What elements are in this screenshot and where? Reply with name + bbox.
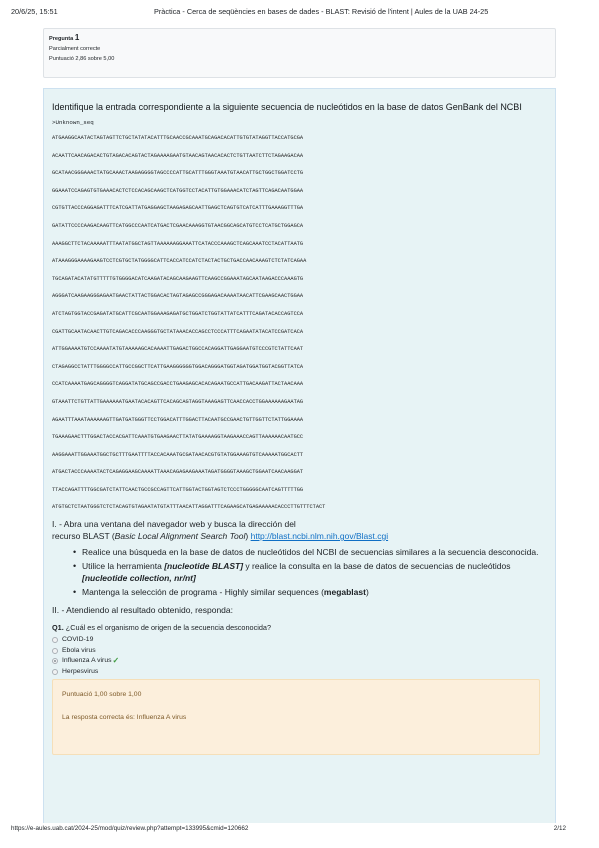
sequence-line: AGGGATCAAGAAGGGAGAATGAACTATTACTGGACACTAGTAGAGCCGGGAGACAAAATAACATTCGAAGCAACTGGAA [52, 293, 304, 300]
print-page-number: 2/12 [553, 825, 566, 832]
section-i-line2 [52, 530, 549, 542]
blast-link[interactable]: http://blast.ncbi.nlm.nih.gov/Blast.cgi [250, 531, 389, 542]
answer-label: Ebola virus [62, 646, 96, 654]
print-header [11, 7, 588, 21]
sequence-line: GATATTCCCCAAGACAAGTTCATGGCCCAATCATGACTCGAACAAAGGTGTAACGGCAGCATGTCCTCATGCTGGAGCA [52, 222, 304, 229]
section-i-line2-suffix: ) [245, 531, 251, 542]
feedback-box [52, 679, 540, 755]
task-tool-name: [nucleotide BLAST] [164, 561, 244, 572]
task-list [73, 546, 549, 598]
answer-radio[interactable] [52, 637, 58, 643]
q1-prompt [52, 622, 549, 634]
answer-label: Herpesvirus [62, 667, 99, 675]
print-datetime: 20/6/25, 15:51 [11, 7, 58, 16]
feedback-right-answer: La resposta correcta és: Influenza A virus [62, 714, 187, 722]
question-label: Pregunta [49, 36, 74, 42]
section-i-instructions [52, 518, 549, 542]
question-grade: Puntuació 2,86 sobre 5,00 [49, 56, 115, 62]
sequence-line: TGAAAGAACTTTGGACTACCACGATTCAAATGTGAAGAACTTATATGAAAAGGTAAGAAACCAGTTAAAAAACAATGCC [52, 434, 304, 441]
answer-options [52, 635, 549, 677]
sequence-line: TTACCAGATTTTGGCGATCTATTCAACTGCCGCCAGTTCATTGGTACTGGTAGTCTCCCTGGGGGCAATCAGTTTTTGG [52, 486, 304, 493]
sequence-line: ATAAAGGGAAAAGAAGTCCTCGTGCTATGGGGCATTCACCATCCATCTACTACTGCTGACCAACAAAGTCTCTATCAGAA [52, 258, 307, 265]
sequence-line: CGATTGCAATACAACTTGTCAGACACCCAAGGGTGCTATAAACACCAGCCTCCCATTTCAGAATATACATCCGATCACA [52, 328, 304, 335]
blast-fullname: Basic Local Alignment Search Tool [114, 531, 246, 542]
task-program-post: ) [365, 587, 369, 598]
task-tool-pre: Utilice la herramienta [82, 561, 165, 572]
task-item-tool [73, 560, 549, 584]
answer-label: Influenza A virus [62, 657, 112, 665]
answer-radio-selected[interactable] [52, 658, 58, 664]
sequence-line: AAGGAAATTGGAAATGGCTGCTTTGAATTTTACCACAAATGCGATAACACGTGTATGGAAAGTGTCAAAAATGGCACTT [52, 451, 304, 458]
q1-number: Q1. [52, 623, 64, 633]
sequence-line: ATTGGAAAATGTCCAAAATATGTAAAAAGCACAAAATTGAGACTGGCCACAGGATTGAGGAATGTCCCGTCTATTCAAT [52, 346, 304, 353]
question-info-box [43, 28, 556, 78]
sequence-header: >Unknown_seq [52, 119, 94, 126]
print-url: https://e-aules.uab.cat/2024-25/mod/quiz/review.php?attempt=133995&cmid=120662 [11, 825, 249, 832]
question-state: Parcialment correcte [49, 46, 101, 52]
answer-radio[interactable] [52, 648, 58, 654]
question-number-value: 1 [74, 33, 80, 42]
feedback-grade: Puntuació 1,00 sobre 1,00 [62, 691, 142, 699]
sequence-line: TGCAGATACATATGTTTTTGTGGGGACATCAAGATACAGCAAGAAGTTCAAGCCGGAAATAGCAATAAGACCCAAAGTG [52, 275, 304, 282]
sequence-line: GCATAACGGGAAACTATGCAAACTAAGAGGGGTAGCCCCATTGCATTTGGGTAAATGTAACATTGCTGGCTGGATCCTG [52, 170, 304, 177]
sequence-line: GTAAATTCTGTTATTGAAAAAATGAATACACAGTTCACAGCAGTAGGTAAAGAGTTCAACCACCTGGAAAAAAGAATAG [52, 398, 304, 405]
correct-check-icon: ✓ [112, 656, 120, 666]
task-tool-mid: y realice la consulta en la base de datos de secuencias de nucleótidos [243, 561, 511, 572]
section-i-line1: I. - Abra una ventana del navegador web y busca la dirección del [52, 519, 296, 530]
sequence-line: AGAATTTAAATAAAAAAGTTGATGATGGGTTCCTGGACATTTGGACTTACAATGCCGAACTGTTGGTTCTATTGGAAAA [52, 416, 304, 423]
answer-radio[interactable] [52, 669, 58, 675]
sequence-line: ATGTGCTCTAATGGGTCTCTACAGTGTAGAATATGTATTTAACATTAGGATTTCAGAAGCATGAGAAAAACACCCTTGTTTCTACT [52, 504, 326, 511]
answer-option [52, 667, 549, 678]
answer-label: COVID-19 [62, 636, 94, 644]
print-footer [11, 825, 588, 837]
sequence-line: AAAGGCTTCTACAAAAATTTAATATGGCTAGTTAAAAAAGGAAATTCATACCCAAAGCTCAGCAAATCCTACATTAATG [52, 240, 304, 247]
sequence-line: GGAAATCCAGAGTGTGAAACACTCTCCACAGCAAGCTCATGGTCCTACATTGTGGAAACATCTAGTTCAGACAATGGAA [52, 187, 304, 194]
section-ii-heading: II. - Atendiendo al resultado obtenido, responda: [52, 605, 233, 616]
sequence-line: ATCTAGTGGTACCGAGATATGCATTCGCAATGGAAAGAGATGCTGGATCTGGTATTATCATTTCAGATACACCAGTCCA [52, 310, 304, 317]
sequence-line: ATGACTACCCAAAATACTCAGAGGAAGCAAAATTAAACAGAGAAGAAATAGATGGGGTAAAGCTGGAATCAACAAGGAT [52, 469, 304, 476]
answer-option [52, 646, 549, 657]
sequence-line: ATGAAGGCAATACTAGTAGTTCTGCTATATACATTTGCAACCGCAAATGCAGACACATTGTGTATAGGTTACCATGCGA [52, 135, 304, 141]
question-content [43, 88, 556, 823]
answer-option-selected [52, 656, 549, 667]
question-number [49, 33, 550, 44]
question-intro: Identifique la entrada correspondiente a la siguiente secuencia de nucleótidos en la base de datos GenBank del NCBI [52, 102, 522, 112]
sequence-line: CGTGTTACCCAGGAGATTTCATCGATTATGAGGAGCTAAGAGAGCAATTGAGCTCAGTGTCATCATTTGAAAGGTTTGA [52, 205, 304, 212]
task-program-pre: Mantenga la selección de programa - Highly similar sequences ( [82, 587, 324, 598]
sequence-line: CTAGAGGCCTATTTGGGGCCATTGCCGGCTTCATTGAAGGGGGGTGGACAGGGATGGTAGATGGATGGTACGGTTATCA [52, 363, 304, 370]
sequence-line: ACAATTCAACAGACACTGTAGACACAGTACTAGAAAAGAATGTAACAGTAACACACTCTGTTAATCTTCTAGAAGACAA [52, 152, 304, 159]
answer-option [52, 635, 549, 646]
q1-text: ¿Cuál es el organismo de origen de la secuencia desconocida? [63, 623, 272, 633]
sequence-line: CCATCAAAATGAGCAGGGGTCAGGATATGCAGCCGACCTGAAGAGCACACAGAATGCCATTGACAAGATTACTAACAAA [52, 381, 304, 388]
task-program-name: megablast [323, 587, 366, 598]
print-title: Pràctica - Cerca de seqüències en bases de dades - BLAST: Revisió de l'intent | Aules de la UAB 24-25 [154, 7, 489, 16]
sequence-block [52, 133, 549, 520]
section-i-line2-prefix: recurso BLAST ( [52, 531, 115, 542]
task-tool-database: [nucleotide collection, nr/nt] [82, 573, 196, 584]
task-item-program [73, 586, 549, 598]
task-item-search: • Realice una búsqueda en la base de datos de nucleótidos del NCBI de secuencias similares a la secuencia desconocida. [73, 546, 549, 558]
